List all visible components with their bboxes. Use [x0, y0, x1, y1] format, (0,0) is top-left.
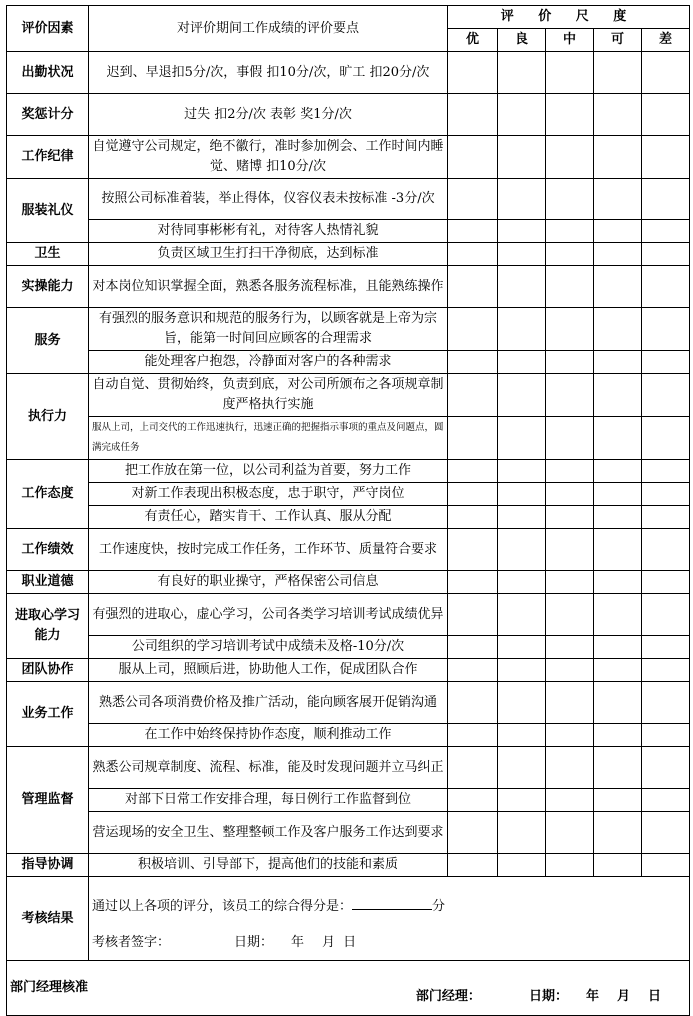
score-cell[interactable] — [498, 374, 546, 417]
score-cell[interactable] — [594, 789, 642, 812]
score-cell[interactable] — [546, 483, 594, 506]
factor-service: 服务 — [7, 308, 89, 374]
score-cell[interactable] — [448, 636, 498, 659]
table-row — [7, 136, 690, 179]
table-row — [7, 854, 690, 877]
evaluation-table — [6, 5, 690, 1016]
score-cell[interactable] — [594, 417, 642, 460]
score-cell[interactable] — [594, 266, 642, 308]
req-attendance-1: 迟到、早退扣5分/次，事假 扣10分/次，旷工 扣20分/次 — [89, 52, 448, 94]
grade-average: 中 — [546, 29, 594, 52]
score-cell[interactable] — [448, 308, 498, 351]
score-cell[interactable] — [498, 94, 546, 136]
score-cell[interactable] — [546, 179, 594, 220]
score-cell[interactable] — [642, 52, 690, 94]
signer-label: 考核者签字： — [92, 934, 171, 950]
score-cell[interactable] — [498, 136, 546, 179]
score-cell[interactable] — [448, 136, 498, 179]
score-cell[interactable] — [498, 812, 546, 854]
evaluation-form — [6, 5, 689, 1016]
table-row — [7, 812, 690, 854]
score-cell[interactable] — [498, 179, 546, 220]
manager-title: 部门经理核准 — [10, 980, 89, 995]
score-cell[interactable] — [594, 682, 642, 724]
score-cell[interactable] — [498, 594, 546, 636]
score-cell[interactable] — [642, 682, 690, 724]
req-supervision-1: 熟悉公司规章制度、流程、标准，能及时发现问题并立马纠正 — [89, 747, 448, 789]
req-service-2: 能处理客户抱怨，冷静面对客户的各种需求 — [89, 351, 448, 374]
table-row — [7, 179, 690, 220]
score-cell[interactable] — [498, 659, 546, 682]
score-cell[interactable] — [546, 220, 594, 243]
factor-ethics: 职业道德 — [7, 571, 89, 594]
score-cell[interactable] — [642, 243, 690, 266]
score-cell[interactable] — [448, 460, 498, 483]
req-business-1: 熟悉公司各项消费价格及推广活动，能向顾客展开促销沟通 — [89, 682, 448, 724]
score-cell[interactable] — [546, 659, 594, 682]
req-discipline-1: 自觉遵守公司规定，绝不徽行，准时参加例会、工作时间内睡觉、赌博 扣10分/次 — [89, 136, 448, 179]
score-cell[interactable] — [546, 243, 594, 266]
score-cell[interactable] — [594, 529, 642, 571]
req-service-1: 有强烈的服务意识和规范的服务行为，以顾客就是上帝为宗旨，能第一时间回应顾客的合理需求 — [89, 308, 448, 351]
table-row — [7, 220, 690, 243]
factor-discipline: 工作纪律 — [7, 136, 89, 179]
score-cell[interactable] — [594, 136, 642, 179]
score-cell[interactable] — [642, 529, 690, 571]
score-cell[interactable] — [498, 460, 546, 483]
score-cell[interactable] — [546, 506, 594, 529]
score-cell[interactable] — [642, 94, 690, 136]
score-line — [92, 895, 686, 917]
table-row — [7, 682, 690, 724]
factor-reward: 奖惩计分 — [7, 94, 89, 136]
score-cell[interactable] — [546, 460, 594, 483]
score-cell[interactable] — [448, 812, 498, 854]
score-cell[interactable] — [594, 351, 642, 374]
result-label: 考核结果 — [7, 877, 89, 961]
score-cell[interactable] — [546, 682, 594, 724]
score-cell[interactable] — [546, 266, 594, 308]
req-attitude-2: 对新工作表现出积极态度，忠于职守，严守岗位 — [89, 483, 448, 506]
score-cell[interactable] — [448, 854, 498, 877]
score-cell[interactable] — [448, 220, 498, 243]
factor-skill: 实操能力 — [7, 266, 89, 308]
score-cell[interactable] — [448, 724, 498, 747]
factor-supervision: 管理监督 — [7, 747, 89, 854]
score-cell[interactable] — [594, 374, 642, 417]
score-cell[interactable] — [594, 52, 642, 94]
score-cell[interactable] — [448, 747, 498, 789]
manager-day-label: 日 — [647, 989, 661, 1004]
score-cell[interactable] — [642, 179, 690, 220]
table-row — [7, 747, 690, 789]
score-cell[interactable] — [448, 682, 498, 724]
score-cell[interactable] — [642, 417, 690, 460]
score-cell[interactable] — [642, 724, 690, 747]
factor-execution: 执行力 — [7, 374, 89, 460]
result-row — [7, 877, 690, 961]
score-cell[interactable] — [546, 374, 594, 417]
score-cell[interactable] — [448, 417, 498, 460]
score-cell[interactable] — [546, 529, 594, 571]
req-supervision-3: 营运现场的安全卫生、整理整顿工作及客户服务工作达到要求 — [89, 812, 448, 854]
score-cell[interactable] — [498, 506, 546, 529]
score-cell[interactable] — [448, 266, 498, 308]
factor-learning: 进取心学习能力 — [7, 594, 89, 659]
manager-month-label: 月 — [616, 989, 630, 1004]
table-row — [7, 636, 690, 659]
score-cell[interactable] — [498, 220, 546, 243]
header-requirement: 对评价期间工作成绩的评价要点 — [89, 6, 448, 52]
table-row — [7, 460, 690, 483]
table-row — [7, 374, 690, 417]
grade-good: 良 — [498, 29, 546, 52]
score-cell[interactable] — [448, 659, 498, 682]
score-cell[interactable] — [546, 94, 594, 136]
score-cell[interactable] — [448, 179, 498, 220]
score-cell[interactable] — [448, 529, 498, 571]
req-guidance-1: 积极培训、引导部下，提高他们的技能和素质 — [89, 854, 448, 877]
result-content — [89, 877, 690, 961]
score-cell[interactable] — [642, 136, 690, 179]
table-row — [7, 529, 690, 571]
score-cell[interactable] — [594, 571, 642, 594]
req-hygiene-1: 负责区域卫生打扫干净彻底，达到标准 — [89, 243, 448, 266]
score-cell[interactable] — [498, 724, 546, 747]
score-cell[interactable] — [642, 351, 690, 374]
score-cell[interactable] — [498, 529, 546, 571]
score-cell[interactable] — [498, 789, 546, 812]
score-cell[interactable] — [448, 594, 498, 636]
manager-year-label: 年 — [585, 989, 599, 1004]
factor-performance: 工作绩效 — [7, 529, 89, 571]
score-cell[interactable] — [594, 506, 642, 529]
score-cell[interactable] — [594, 308, 642, 351]
score-cell[interactable] — [642, 812, 690, 854]
score-cell[interactable] — [546, 136, 594, 179]
table-row — [7, 52, 690, 94]
score-cell[interactable] — [642, 571, 690, 594]
score-cell[interactable] — [498, 747, 546, 789]
factor-dress: 服装礼仪 — [7, 179, 89, 243]
score-cell[interactable] — [448, 243, 498, 266]
score-suffix: 分 — [432, 898, 446, 914]
score-cell[interactable] — [448, 483, 498, 506]
score-cell[interactable] — [642, 854, 690, 877]
score-cell[interactable] — [594, 460, 642, 483]
req-learning-2: 公司组织的学习培训考试中成绩未及格-10分/次 — [89, 636, 448, 659]
factor-team: 团队协作 — [7, 659, 89, 682]
req-skill-1: 对本岗位知识掌握全面，熟悉各服务流程标准，且能熟练操作 — [89, 266, 448, 308]
table-row — [7, 724, 690, 747]
req-learning-1: 有强烈的进取心，虚心学习，公司各类学习培训考试成绩优异 — [89, 594, 448, 636]
score-cell[interactable] — [498, 854, 546, 877]
grade-fair: 可 — [594, 29, 642, 52]
score-cell[interactable] — [642, 220, 690, 243]
header-scale-title: 评 价 尺 度 — [448, 6, 690, 29]
score-prefix: 通过以上各项的评分，该员工的综合得分是： — [92, 898, 353, 914]
req-business-2: 在工作中始终保持协作态度，顺利推动工作 — [89, 724, 448, 747]
req-dress-2: 对待同事彬彬有礼，对待客人热情礼貌 — [89, 220, 448, 243]
table-row — [7, 506, 690, 529]
req-dress-1: 按照公司标准着装，举止得体，仪容仪表未按标准 -3分/次 — [89, 179, 448, 220]
manager-row — [7, 961, 690, 1016]
score-cell[interactable] — [594, 747, 642, 789]
score-cell[interactable] — [594, 94, 642, 136]
score-cell[interactable] — [546, 854, 594, 877]
factor-attendance: 出勤状况 — [7, 52, 89, 94]
score-cell[interactable] — [546, 308, 594, 351]
score-cell[interactable] — [448, 351, 498, 374]
req-supervision-2: 对部下日常工作安排合理，每日例行工作监督到位 — [89, 789, 448, 812]
table-row — [7, 94, 690, 136]
score-cell[interactable] — [594, 179, 642, 220]
factor-hygiene: 卫生 — [7, 243, 89, 266]
result-year-label: 年 — [291, 934, 305, 950]
score-cell[interactable] — [594, 724, 642, 747]
score-cell[interactable] — [642, 789, 690, 812]
req-reward-1: 过失 扣2分/次 表彰 奖1分/次 — [89, 94, 448, 136]
score-cell[interactable] — [594, 220, 642, 243]
factor-guidance: 指导协调 — [7, 854, 89, 877]
factor-business: 业务工作 — [7, 682, 89, 747]
score-cell[interactable] — [448, 374, 498, 417]
grade-excellent: 优 — [448, 29, 498, 52]
result-date-label: 日期： — [234, 934, 274, 950]
req-execution-2: 服从上司，上司交代的工作迅速执行，迅速正确的把握指示事项的重点及问题点，圆满完成任务 — [89, 417, 448, 460]
table-row — [7, 483, 690, 506]
table-row — [7, 789, 690, 812]
table-row — [7, 243, 690, 266]
score-cell[interactable] — [642, 659, 690, 682]
score-cell[interactable] — [642, 747, 690, 789]
score-cell[interactable] — [546, 351, 594, 374]
score-cell[interactable] — [498, 266, 546, 308]
manager-approval — [7, 961, 690, 1016]
score-cell[interactable] — [448, 571, 498, 594]
score-cell[interactable] — [498, 682, 546, 724]
req-attitude-3: 有责任心，踏实肯干、工作认真、服从分配 — [89, 506, 448, 529]
score-cell[interactable] — [448, 789, 498, 812]
score-cell[interactable] — [594, 636, 642, 659]
score-cell[interactable] — [546, 636, 594, 659]
table-row — [7, 594, 690, 636]
header-factor: 评价因素 — [7, 6, 89, 52]
score-cell[interactable] — [642, 594, 690, 636]
score-cell[interactable] — [642, 266, 690, 308]
manager-date-label: 日期： — [528, 989, 568, 1004]
result-day-label: 日 — [343, 934, 357, 950]
score-cell[interactable] — [546, 812, 594, 854]
table-row — [7, 351, 690, 374]
total-score-blank[interactable] — [352, 895, 432, 910]
req-execution-1: 自动自觉、贯彻始终，负责到底，对公司所颁布之各项规章制度严格执行实施 — [89, 374, 448, 417]
score-cell[interactable] — [498, 571, 546, 594]
req-attitude-1: 把工作放在第一位，以公司利益为首要，努力工作 — [89, 460, 448, 483]
req-ethics-1: 有良好的职业操守，严格保密公司信息 — [89, 571, 448, 594]
score-cell[interactable] — [594, 483, 642, 506]
score-cell[interactable] — [546, 724, 594, 747]
grade-poor: 差 — [642, 29, 690, 52]
table-row — [7, 308, 690, 351]
result-month-label: 月 — [322, 934, 336, 950]
score-cell[interactable] — [498, 636, 546, 659]
table-row — [7, 659, 690, 682]
score-cell[interactable] — [642, 506, 690, 529]
score-cell[interactable] — [642, 483, 690, 506]
score-cell[interactable] — [498, 308, 546, 351]
score-cell[interactable] — [448, 506, 498, 529]
score-cell[interactable] — [498, 351, 546, 374]
score-cell[interactable] — [594, 812, 642, 854]
score-cell[interactable] — [642, 460, 690, 483]
manager-label: 部门经理： — [415, 989, 481, 1004]
manager-sign-line — [416, 987, 661, 1007]
score-cell[interactable] — [498, 483, 546, 506]
table-row — [7, 571, 690, 594]
score-cell[interactable] — [642, 374, 690, 417]
score-cell[interactable] — [546, 747, 594, 789]
score-cell[interactable] — [546, 571, 594, 594]
score-cell[interactable] — [498, 417, 546, 460]
table-row — [7, 417, 690, 460]
score-cell[interactable] — [642, 308, 690, 351]
score-cell[interactable] — [546, 52, 594, 94]
score-cell[interactable] — [642, 636, 690, 659]
score-cell[interactable] — [594, 854, 642, 877]
table-row — [7, 266, 690, 308]
score-cell[interactable] — [448, 52, 498, 94]
factor-attitude: 工作态度 — [7, 460, 89, 529]
req-performance-1: 工作速度快，按时完成工作任务，工作环节、质量符合要求 — [89, 529, 448, 571]
score-cell[interactable] — [594, 659, 642, 682]
score-cell[interactable] — [546, 789, 594, 812]
score-cell[interactable] — [498, 243, 546, 266]
score-cell[interactable] — [546, 417, 594, 460]
score-cell[interactable] — [546, 594, 594, 636]
score-cell[interactable] — [594, 594, 642, 636]
req-team-1: 服从上司，照顾后进，协助他人工作，促成团队合作 — [89, 659, 448, 682]
score-cell[interactable] — [498, 52, 546, 94]
score-cell[interactable] — [594, 243, 642, 266]
signer-line — [92, 933, 686, 953]
score-cell[interactable] — [448, 94, 498, 136]
